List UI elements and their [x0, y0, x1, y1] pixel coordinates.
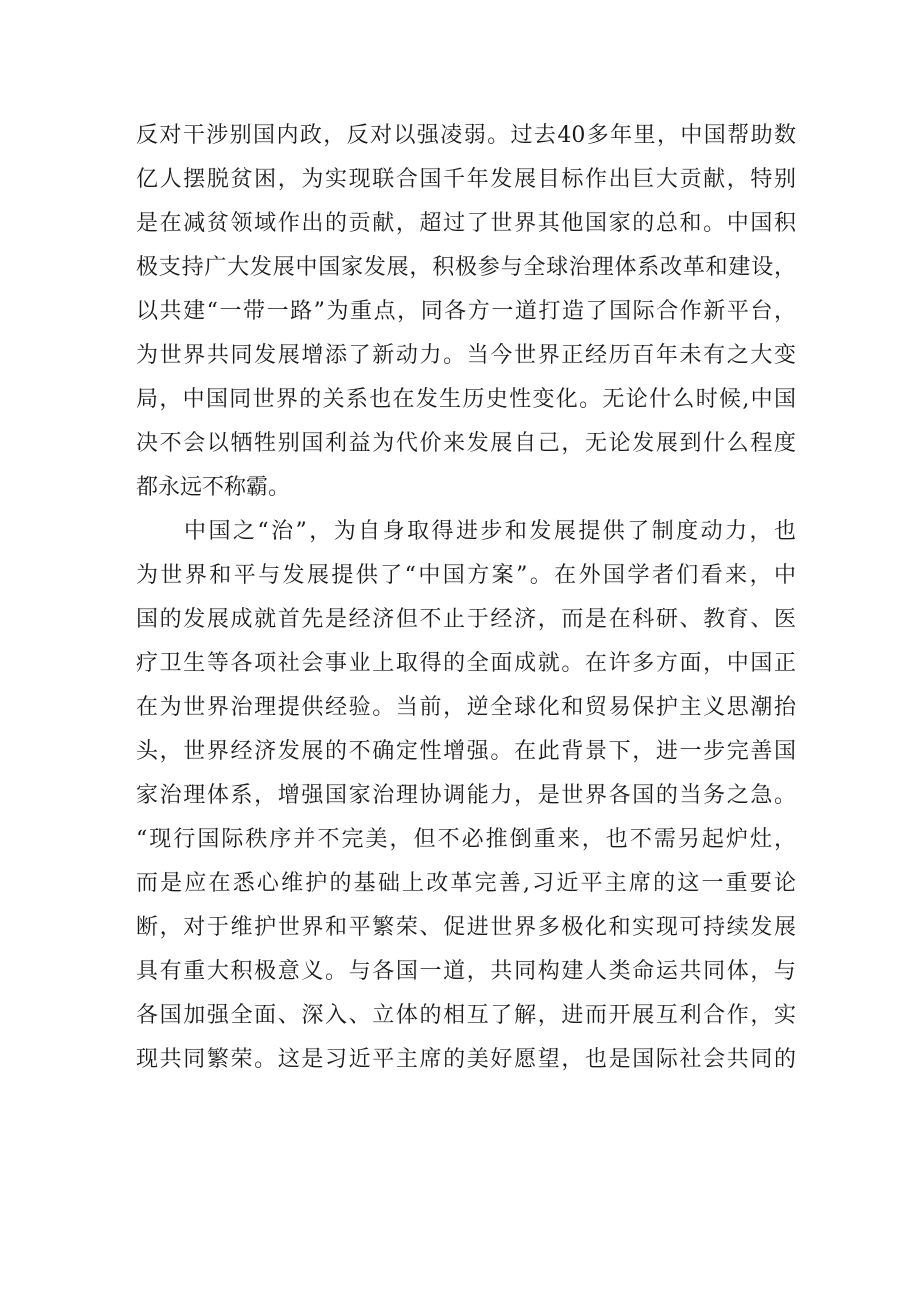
text-line: 疗卫生等各项社会事业上取得的全面成就。在许多方面，中国正	[136, 651, 796, 676]
text-line: 国的发展成就首先是经济但不止于经济，而是在科研、教育、医	[136, 607, 796, 632]
text-line: 而是应在悉心维护的基础上改革完善,习近平主席的这一重要论	[136, 871, 796, 896]
text-line: 反对干涉别国内政，反对以强凌弱。过去40多年里，中国帮助数	[136, 123, 796, 148]
text-line: 家治理体系，增强国家治理协调能力，是世界各国的当务之急。	[136, 783, 796, 808]
text-line: 决不会以牺牲别国利益为代价来发展自己，无论发展到什么程度	[136, 431, 796, 456]
text-line: 亿人摆脱贫困，为实现联合国千年发展目标作出巨大贡献，特别	[136, 167, 796, 192]
text-line: 极支持广大发展中国家发展，积极参与全球治理体系改革和建设，	[136, 255, 796, 280]
text-line: 各国加强全面、深入、立体的相互了解，进而开展互利合作，实	[136, 1003, 796, 1028]
text-line: 断，对于维护世界和平繁荣、促进世界多极化和实现可持续发展	[136, 915, 796, 940]
text-line: 是在减贫领域作出的贡献，超过了世界其他国家的总和。中国积	[136, 211, 796, 236]
text-line: 现共同繁荣。这是习近平主席的美好愿望，也是国际社会共同的	[136, 1047, 796, 1072]
text-line: 具有重大积极意义。与各国一道，共同构建人类命运共同体，与	[136, 959, 796, 984]
text-line: 局，中国同世界的关系也在发生历史性变化。无论什么时候,中国	[136, 387, 796, 412]
text-line: 为世界和平与发展提供了“中国方案”。在外国学者们看来，中	[136, 563, 796, 588]
text-line: 以共建“一带一路”为重点，同各方一道打造了国际合作新平台，	[136, 299, 796, 324]
text-line-indented: 中国之“治”，为自身取得进步和发展提供了制度动力，也	[184, 519, 796, 544]
text-line: 在为世界治理提供经验。当前，逆全球化和贸易保护主义思潮抬	[136, 695, 796, 720]
body-text	[136, 114, 796, 1082]
text-line: 都永远不称霸。	[136, 475, 291, 500]
text-line: 为世界共同发展增添了新动力。当今世界正经历百年未有之大变	[136, 343, 796, 368]
text-line: 头，世界经济发展的不确定性增强。在此背景下，进一步完善国	[136, 739, 796, 764]
text-line: “现行国际秩序并不完美，但不必推倒重来，也不需另起炉灶，	[136, 827, 796, 852]
